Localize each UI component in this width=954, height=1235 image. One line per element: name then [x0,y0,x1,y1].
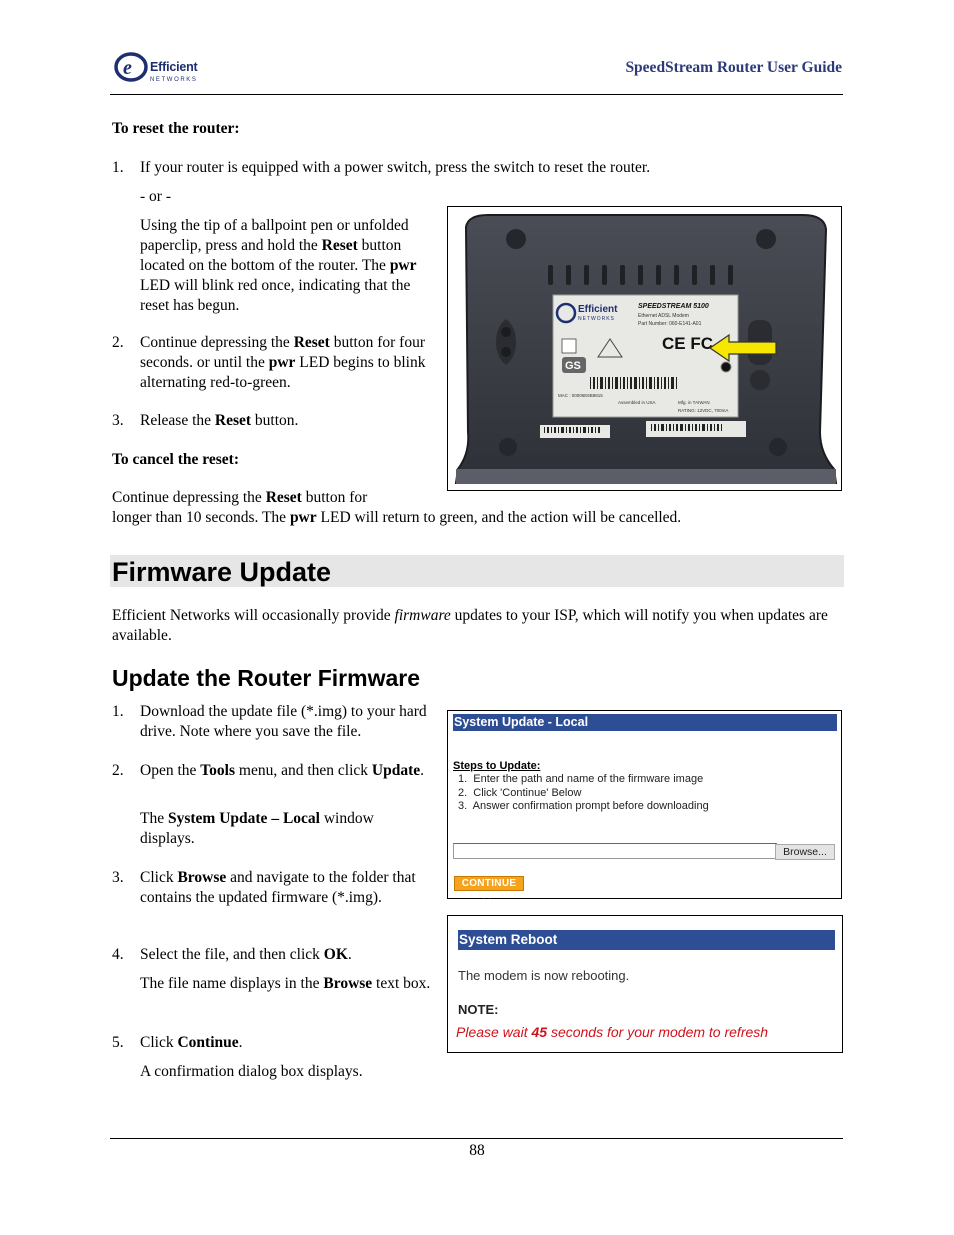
reset-step1-number: 1. [112,159,124,176]
reset-step2-number: 2. [112,334,124,351]
reboot-message: The modem is now rebooting. [458,968,630,983]
label-ce-mark: CE FC [662,334,713,353]
steps-list-item: 3. Answer confirmation prompt before downloading [458,800,709,812]
label-brand: Efficient [578,304,618,315]
continue-button[interactable]: CONTINUE >> [454,876,524,891]
system-update-panel [447,710,842,902]
reset-step2-text: Continue depressing the Reset button for four seconds. or until the pwr LED begins to blink alternating red-to-green. [140,334,426,391]
update-step3-text: Click Browse and navigate to the folder that contains the updated firmware (*.img). [140,869,416,906]
logo-wordmark: Efficient [150,60,198,74]
update-step5-text: Click Continue. [140,1034,243,1051]
firmware-file-input[interactable] [453,843,777,859]
label-gs-mark: GS [565,360,581,372]
label-model: SPEEDSTREAM 5100 [638,303,709,310]
update-step3-number: 3. [112,869,124,886]
page-number: 88 [469,1142,485,1159]
document-title: SpeedStream Router User Guide [625,59,842,76]
firmware-intro: Efficient Networks will occasionally provide firmware updates to your ISP, which will notify you when updates are available. [112,607,828,644]
logo-subtext: NETWORKS [150,77,198,83]
section-title: Firmware Update [112,557,332,587]
efficient-logo-icon [114,52,148,82]
footer-rule [110,1138,843,1139]
cancel-heading: To cancel the reset: [112,451,239,468]
reset-or: - or - [140,188,171,205]
subsection-title: Update the Router Firmware [112,665,420,691]
steps-list [458,773,709,814]
label-assembled: Assembled in USA [618,400,656,405]
update-step2-text: Open the Tools menu, and then click Update. [140,762,425,779]
label-mac: MAC : 00006E6B9815 [558,393,603,398]
system-reboot-panel [447,915,843,1053]
cancel-text-line1: Continue depressing the Reset button for [112,489,368,506]
router-underside-image [448,207,841,490]
svg-text:e: e [123,57,132,79]
label-mfg: Mfg. in TAIWAN [678,400,710,405]
update-step5-subtext: A confirmation dialog box displays. [140,1063,363,1080]
reset-heading: To reset the router: [112,120,240,137]
update-step5-number: 5. [112,1034,124,1051]
reset-paragraph: Using the tip of a ballpoint pen or unfolded paperclip, press and hold the Reset button located on the bottom of the router. The pwr LED will blink red once, indicating that the reset has begun. [140,217,417,314]
steps-list-item: 1. Enter the path and name of the firmware image [458,773,704,785]
reboot-wait-message: Please wait 45 seconds for your modem to refresh [456,1024,769,1040]
system-reboot-title: System Reboot [458,930,835,950]
label-line1: Ethernet ADSL Modem [638,313,689,319]
update-step4-number: 4. [112,946,124,963]
reboot-note-label: NOTE: [458,1002,499,1017]
reset-step1-text: If your router is equipped with a power switch, press the switch to reset the router. [140,159,651,176]
steps-list-item: 2. Click 'Continue' Below [458,786,582,799]
update-step4-subtext: The file name displays in the Browse text box. [140,975,431,992]
label-brand-sub: NETWORKS [578,316,615,322]
system-update-title: System Update - Local [453,714,837,731]
router-photo [447,206,842,491]
cancel-text-line2: longer than 10 seconds. The pwr LED will return to green, and the action will be cancelled. [112,509,682,526]
browse-button[interactable]: Browse... [775,844,835,860]
update-step1-number: 1. [112,703,124,720]
header-rule [110,94,843,95]
update-step2-subtext: The System Update – Local window displays. [140,810,374,847]
steps-heading: Steps to Update: [453,760,541,772]
label-line2: Part Number: 060-E141-A01 [638,321,702,327]
reset-step3-number: 3. [112,412,124,429]
label-rating: RATING: 12VDC, 700mA [678,408,729,413]
update-step2-number: 2. [112,762,124,779]
update-step1-text: Download the update file (*.img) to your hard drive. Note where you save the file. [140,703,427,740]
update-step4-text: Select the file, and then click OK. [140,946,352,963]
reset-step3-text: Release the Reset button. [140,412,299,429]
